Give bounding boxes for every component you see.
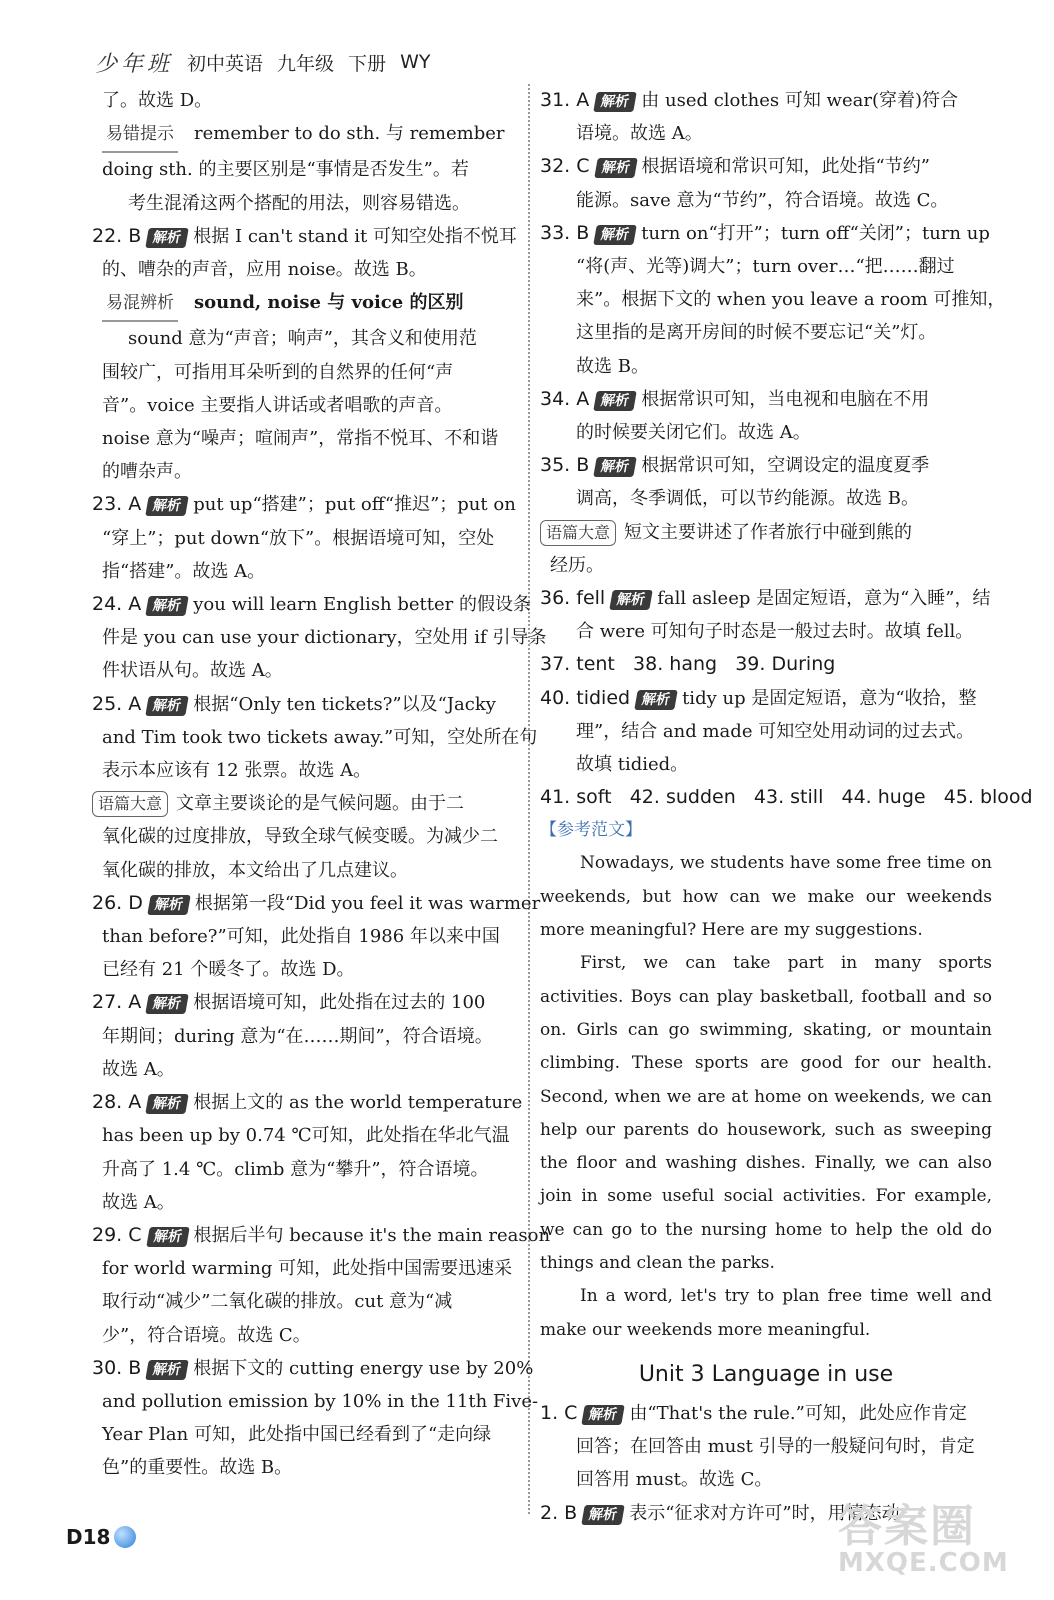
answer-item	[92, 1086, 522, 1119]
watermark-logo	[838, 1490, 1018, 1590]
answer-text: turn on“打开”；turn off“关闭”；turn up	[641, 222, 990, 244]
globe-icon	[114, 1526, 136, 1548]
answer-text: 根据语境可知，此处指在过去的 100	[193, 992, 486, 1014]
analysis-tag: 解析	[594, 225, 638, 245]
summary-text: 文章主要谈论的是气候问题。由于二	[176, 793, 465, 815]
answer-text: 这里指的是离开房间的时候不要忘记“关”灯。	[576, 322, 937, 344]
summary-text: 短文主要讲述了作者旅行中碰到熊的	[624, 521, 913, 543]
answer-text: 故选 A。	[102, 1058, 175, 1080]
answer-text: 件是 you can use your dictionary，空处用 if 引导条	[102, 627, 547, 649]
confuse-text: 围较广，可指用耳朵听到的自然界的任何“声	[102, 361, 454, 383]
answer-item	[92, 588, 531, 621]
answer-number: 43. still	[753, 786, 824, 809]
answer-text: 根据“Only ten tickets?”以及“Jacky	[193, 693, 496, 715]
answer-item	[92, 688, 522, 721]
answer-number: 35. B	[540, 454, 590, 477]
answer-item	[92, 986, 522, 1019]
answer-text: 件状语从句。故选 A。	[102, 660, 283, 682]
answer-text: 回答；在回答由 must 引导的一般疑问句时，肯定	[576, 1436, 975, 1458]
answer-row	[540, 648, 992, 681]
answer-number: 25. A	[92, 692, 142, 715]
right-column	[540, 84, 1033, 1530]
analysis-tag: 解析	[582, 1405, 626, 1425]
answer-item	[540, 682, 992, 715]
answer-text: 合 were 可知句子时态是一般过去时。故填 fell。	[576, 621, 974, 643]
answer-item	[540, 217, 992, 250]
answer-item	[92, 220, 522, 253]
tip-text: remember to do sth. 与 remember	[194, 123, 505, 145]
answer-number: 27. A	[92, 991, 142, 1014]
answer-number: 29. C	[92, 1223, 142, 1246]
answer-text: 故选 A。	[102, 1191, 175, 1213]
answer-item	[92, 1219, 551, 1252]
answer-text: 调高，冬季调低，可以节约能源。故选 B。	[576, 488, 919, 510]
answer-text: 根据 I can't stand it 可知空处指不悦耳	[193, 225, 517, 247]
answer-number: 44. huge	[841, 786, 926, 809]
answer-text: than before?”可知，此处指自 1986 年以来中国	[102, 926, 500, 948]
answer-text: tidy up 是固定短语，意为“收拾，整	[682, 687, 977, 709]
answer-text: 回答用 must。故选 C。	[576, 1469, 773, 1491]
brand-logo: 少年班	[95, 51, 174, 77]
answer-number: 38. hang	[633, 653, 718, 676]
answer-text: 取行动“减少”二氧化碳的排放。cut 意为“减	[102, 1291, 453, 1313]
answer-number: 34. A	[540, 387, 590, 410]
answer-text: 根据语境和常识可知，此处指“节约”	[641, 156, 930, 178]
answer-text: put up“搭建”；put off“推迟”；put on	[193, 494, 516, 516]
answer-text: “将(声、光等)调大”；turn over…“把……翻过	[576, 256, 955, 278]
analysis-tag: 解析	[147, 895, 191, 915]
page-number	[66, 1525, 136, 1549]
answer-number: 45. blood	[943, 786, 1033, 809]
page-number-text: D18	[66, 1525, 111, 1549]
answer-text: 根据常识可知，当电视和电脑在不用	[641, 388, 930, 410]
summary-label: 语篇大意	[92, 791, 168, 817]
answer-text: 表示本应该有 12 张票。故选 A。	[102, 760, 372, 782]
answer-text: 由“That's the rule.”可知，此处应作肯定	[629, 1402, 967, 1424]
answer-number: 32. C	[540, 155, 590, 178]
confuse-text: sound 意为“声音；响声”，其含义和使用范	[128, 328, 477, 350]
essay-paragraph: First, we can take part in many sports activities. Boys can play basketball, football and so on. Girls can go swimming, skating, or mountain climbing. These sports are good for our health. Second, when we are at home on weekends, we can help our parents do housework, such as sweeping the floor and washing dishes. Finally, we can also join in some useful social activities. For example, we can go to the nursing home to help the old do things and clean the parks.	[540, 953, 992, 1274]
answer-item	[540, 582, 992, 615]
answer-number: 30. B	[92, 1356, 142, 1379]
answer-item	[540, 150, 992, 183]
analysis-tag: 解析	[146, 994, 190, 1014]
analysis-tag: 解析	[634, 690, 678, 710]
answer-text: 根据下文的 cutting energy use by 20%	[193, 1357, 534, 1379]
analysis-tag: 解析	[609, 590, 653, 610]
answer-text: you will learn English better 的假设条	[193, 594, 531, 616]
answer-item	[92, 1352, 534, 1385]
answer-number: 24. A	[92, 593, 142, 616]
volume-label: 下册	[348, 52, 387, 75]
analysis-tag: 解析	[594, 158, 638, 178]
answer-text: “穿上”；put down“放下”。根据语境可知，空处	[102, 527, 495, 549]
answer-item	[540, 84, 992, 117]
watermark-text: 答案圈	[838, 1501, 976, 1552]
analysis-tag: 解析	[146, 228, 190, 248]
answer-text: 已经有 21 个暖冬了。故选 D。	[102, 959, 355, 981]
answer-text: 能源。save 意为“节约”，符合语境。故选 C。	[576, 189, 949, 211]
answer-text: 理”，结合 and made 可知空处用动词的过去式。	[576, 720, 975, 742]
summary-text: 氧化碳的排放，本文给出了几点建议。	[102, 859, 408, 881]
answer-text: and Tim took two tickets away.”可知，空处所在句	[102, 726, 538, 748]
answer-text: 升高了 1.4 ℃。climb 意为“攀升”，符合语境。	[102, 1158, 489, 1180]
edition-label: WY	[400, 51, 431, 73]
unit-title: Unit 3 Language in use	[638, 1361, 894, 1387]
answer-text: 来”。根据下文的 when you leave a room 可推知，	[576, 289, 1006, 311]
analysis-tag: 解析	[594, 457, 638, 477]
tip-text: doing sth. 的主要区别是“事情是否发生”。若	[102, 159, 469, 181]
answer-text: Year Plan 可知，此处指中国已经看到了“走向绿	[102, 1424, 492, 1446]
answer-number: 42. sudden	[629, 786, 736, 809]
answer-number: 40. tidied	[540, 686, 631, 709]
answer-text: 故填 tidied。	[576, 754, 689, 776]
essay-paragraph: In a word, let's try to plan free time well and make our weekends more meaningful.	[540, 1286, 992, 1340]
answer-number: 41. soft	[540, 786, 612, 809]
essay-paragraph: Nowadays, we students have some free time on weekends, but how can we make our weekends more meaningful? Here are my suggestions.	[540, 853, 992, 941]
analysis-tag: 解析	[594, 92, 638, 112]
answer-number: 23. A	[92, 493, 142, 516]
answer-text: for world warming 可知，此处指中国需要迅速采	[102, 1258, 513, 1280]
answer-item	[540, 449, 992, 482]
answer-number: 31. A	[540, 89, 590, 111]
answer-text: and pollution emission by 10% in the 11th Five-	[102, 1390, 539, 1412]
confuse-title: sound, noise 与 voice 的区别	[194, 292, 464, 314]
answer-item	[92, 488, 522, 521]
answer-text: 故选 B。	[576, 355, 649, 377]
page-header	[95, 44, 430, 80]
tip-text: 考生混淆这两个搭配的用法，则容易错选。	[128, 192, 470, 214]
answer-number: 2. B	[540, 1501, 578, 1524]
reference-essay-label: 【参考范文】	[540, 820, 642, 841]
analysis-tag: 解析	[146, 696, 190, 716]
confuse-label: 易混辨析	[102, 287, 178, 322]
answer-number: 28. A	[92, 1091, 142, 1114]
answer-text: 根据后半句 because it's the main reason	[193, 1224, 551, 1246]
answer-number: 1. C	[540, 1401, 578, 1424]
summary-text: 氧化碳的过度排放，导致全球气候变暖。为减少二	[102, 826, 498, 848]
left-column	[92, 84, 551, 1485]
analysis-tag: 解析	[146, 596, 190, 616]
tip-label: 易错提示	[102, 118, 178, 153]
answer-text: 语境。故选 A。	[576, 123, 703, 145]
answer-continuation: 了。故选 D。	[102, 90, 213, 111]
analysis-tag: 解析	[146, 1360, 190, 1380]
grade-label: 九年级	[277, 52, 335, 75]
subject-label: 初中英语	[187, 52, 264, 75]
answer-number: 26. D	[92, 891, 143, 914]
answer-text: 年期间；during 意为“在……期间”，符合语境。	[102, 1025, 493, 1047]
column-divider	[528, 84, 530, 1514]
answer-text: 色”的重要性。故选 B。	[102, 1457, 293, 1479]
answer-text: has been up by 0.74 ℃可知，此处指在华北气温	[102, 1125, 510, 1147]
confuse-text: noise 意为“噪声；喧闹声”，常指不悦耳、不和谐	[102, 428, 499, 450]
watermark-url: MXQE.COM	[838, 1548, 1009, 1578]
answer-number: 33. B	[540, 221, 590, 244]
answer-text: 的、嘈杂的声音，应用 noise。故选 B。	[102, 259, 427, 281]
answer-number: 22. B	[92, 224, 142, 247]
answer-item	[540, 1397, 992, 1430]
answer-text: 根据常识可知，空调设定的温度夏季	[641, 455, 930, 477]
answer-number: 37. tent	[540, 653, 615, 676]
analysis-tag: 解析	[146, 1094, 190, 1114]
analysis-tag: 解析	[594, 391, 638, 411]
summary-text: 经历。	[550, 554, 604, 576]
answer-text: 由 used clothes 可知 wear(穿着)符合	[641, 90, 958, 111]
answer-row	[540, 781, 1033, 814]
summary-label: 语篇大意	[540, 520, 616, 546]
answer-item	[540, 383, 992, 416]
answer-text: 的时候要关闭它们。故选 A。	[576, 422, 811, 444]
analysis-tag: 解析	[146, 1227, 190, 1247]
answer-item	[92, 887, 541, 920]
answer-text: 指“搭建”。故选 A。	[102, 560, 266, 582]
answer-text: 根据第一段“Did you feel it was warmer	[194, 892, 541, 914]
answer-text: 根据上文的 as the world temperature	[193, 1092, 523, 1114]
analysis-tag: 解析	[581, 1505, 625, 1525]
confuse-text: 的嘈杂声。	[102, 461, 192, 483]
analysis-tag: 解析	[146, 496, 190, 516]
answer-text: 表示“征求对方许可”时，用情态动	[629, 1502, 900, 1524]
answer-text: 少”，符合语境。故选 C。	[102, 1324, 311, 1346]
answer-number: 36. fell	[540, 587, 606, 610]
answer-text: fall asleep 是固定短语，意为“入睡”，结	[657, 588, 991, 610]
confuse-text: 音”。voice 主要指人讲话或者唱歌的声音。	[102, 394, 453, 416]
answer-number: 39. During	[735, 653, 836, 676]
